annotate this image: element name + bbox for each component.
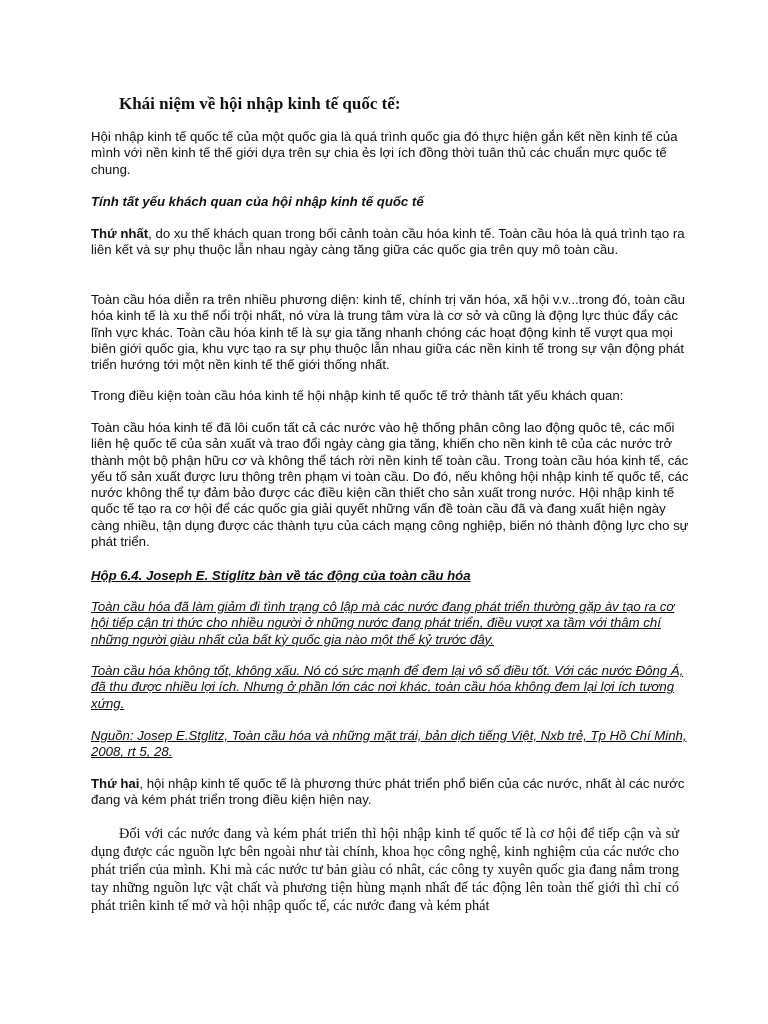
first-reason-lead: Thứ nhất [91, 226, 149, 241]
first-reason-paragraph [91, 226, 691, 259]
first-reason-text: , do xu thế khách quan trong bối cảnh toàn cầu hóa kinh tế. Toàn cầu hóa là quá trình tạo ra liên kết và sự phụ thuộc lẫn nhau ngày càng tăng giữa các quốc gia trên quy mô toàn cầu. [91, 226, 685, 258]
box-quote-2: Toàn cầu hóa không tốt, không xấu. Nó có sức mạnh để đem lại vô số điều tốt. Với các nước Đông Á, đã thu được nhiều lợi ích. Nhưng ở phần lớn các nơi khác, toàn cầu hóa không đem lại lợi ích tương xứng. [91, 663, 684, 711]
intro-paragraph: Hội nhập kinh tế quốc tế của một quốc gia là quá trình quốc gia đó thực hiện gắn kết nền kinh tế của mình với nền kinh tế thế giới dựa trên sự chia ẻs lợi ích đồng thời tuân thủ các chuẩn mực quốc tế chung. [91, 129, 678, 177]
division-of-labour-paragraph: Toàn cầu hóa kinh tế đã lôi cuốn tất cả các nước vào hệ thống phân công lao động quôc tê, các mối liên hệ quốc tế của sản xuất và trao đổi ngày càng gia tăng, khiến cho nền kinh tê của các nước trở thành một bộ phận hữu cơ và không thể tách rời nền kinh tế toàn cầu. Trong toàn cầu hóa kinh tế, các yếu tố sản xuất được lưu thông trên phạm vi toàn cầu. Do đó, nếu không hội nhập kinh tế quốc tế, các nước không thể tự đảm bảo được các điều kiện cần thiết cho sản xuất trong nước. Hội nhập kinh tế quốc tế tạo ra cơ hội để các quốc gia giải quyết những vấn đề toàn cầu đã và đang xuất hiện ngày càng nhiều, tận dụng được các thành tựu của cách mạng công nghiệp, biến nó thành động lực cho sự phát triển. [91, 420, 689, 550]
box-heading: Hộp 6.4. Joseph E. Stiglitz bàn về tác động của toàn cầu hóa [91, 568, 471, 583]
box-quote-1: Toàn cầu hóa đã làm giảm đi tình trạng cô lập mà các nước đang phát triển thường gặp àv tạo ra cơ hội tiếp cận tri thức cho nhiều người ở những nước đang phát triển, điều vượt xa tầm với thâm chí những người giàu nhất của bất kỳ quốc gia nào một thế kỷ trước đây. [91, 599, 675, 647]
second-reason-lead: Thứ hai [91, 776, 140, 791]
developing-countries-paragraph: Đối với các nước đang và kém phát triển thì hội nhập kinh tế quốc tế là cơ hội để tiếp cận và sử dụng được các nguồn lực bên ngoài như tài chính, khoa học công nghệ, kinh nghiệm của các nước cho phát triển của mình. Khi mà các nước tư bản giàu có nhât, các công ty xuyên quốc gia đang nắm trong tay những nguồn lực vật chất và phương tiện hùng mạnh nhất để tác động lên toàn thế giới thì chỉ có phát triên kinh tế mở và hội nhập quốc tế, các nước đang và kém phát [91, 826, 679, 914]
box-source: Nguồn: Josep E.Stglitz, Toàn cầu hóa và những mặt trái, bản dịch tiếng Việt, Nxb trẻ, Tp Hồ Chí Minh, 2008, rt 5, 28. [91, 728, 687, 760]
condition-paragraph: Trong điều kiện toàn cầu hóa kinh tế hội nhập kinh tế quốc tế trở thành tất yếu khách quan: [91, 388, 624, 403]
second-reason-paragraph [91, 776, 691, 809]
globalization-paragraph: Toàn cầu hóa diễn ra trên nhiều phương diện: kinh tế, chính trị văn hóa, xã hội v.v...trong đó, toàn cầu hóa kinh tế là xu thế nổi trội nhất, nó vừa là trung tâm vừa là cơ sở và cũng là động lực thúc đẩy các lĩnh vực khác. Toàn cầu hóa kinh tế là sự gia tăng nhanh chóng các hoạt động kinh tế vượt qua mọi biên giới quốc gia, khu vực tạo ra sự phụ thuộc lẫn nhau giữa các nền kinh tế trong sự vận động phát triển hướng tới một nền kinh tế thế giới thống nhất. [91, 292, 685, 373]
document-title: Khái niệm về hội nhập kinh tế quốc tế: [119, 94, 401, 113]
section-heading: Tính tất yếu khách quan của hội nhập kinh tế quốc tế [91, 194, 424, 209]
second-reason-text: , hội nhập kinh tế quốc tế là phương thức phát triển phổ biến của các nước, nhất àl các nước đang và kém phát triển trong điều kiện hiện nay. [91, 776, 685, 808]
